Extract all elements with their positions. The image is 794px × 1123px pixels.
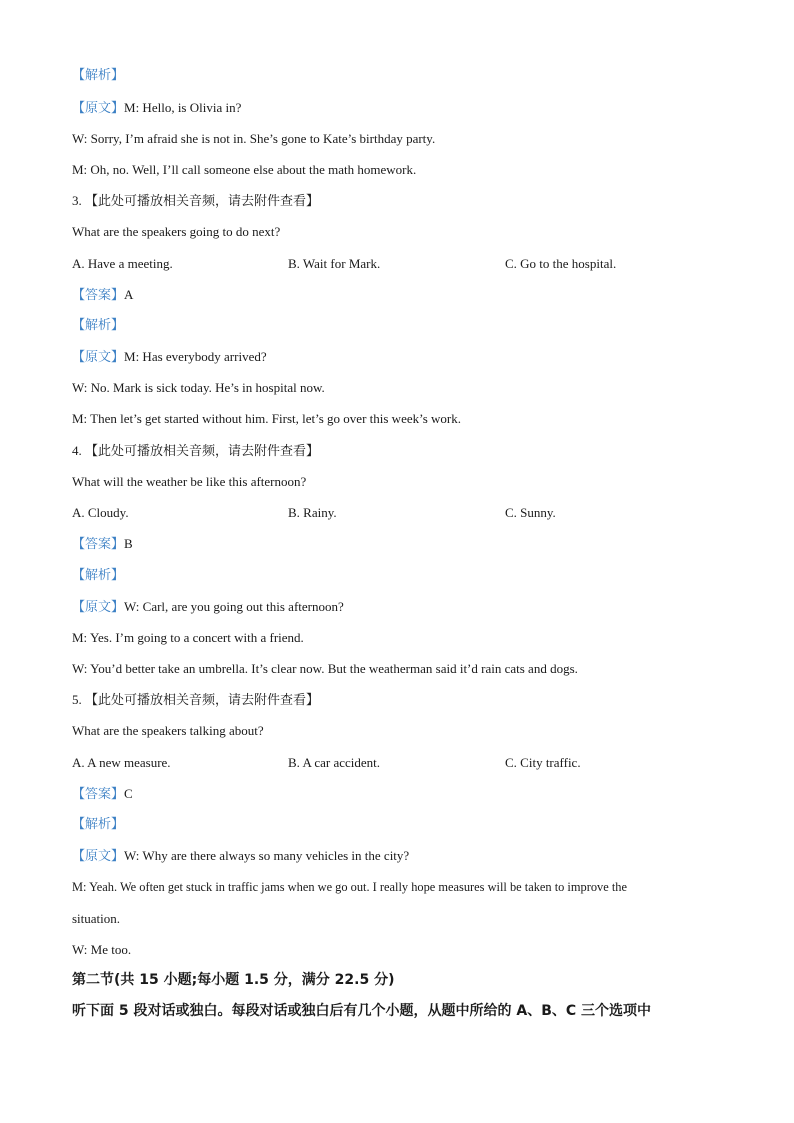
option-a: A. Cloudy.: [72, 505, 129, 520]
question-text: What will the weather be like this afternoon?: [72, 474, 307, 489]
question-header-4: 4. 【此处可播放相关音频，请去附件查看】: [72, 443, 320, 459]
transcript-line: M: Yeah. We often get stuck in traffic jams when we go out. I really hope measures will be taken to improve the: [72, 880, 627, 894]
transcript-line: W: You’d better take an umbrella. It’s clear now. But the weatherman said it’d rain cats and dogs.: [72, 661, 578, 676]
transcript-line: 【原文】M: Has everybody arrived?: [72, 349, 267, 365]
option-b: B. Rainy.: [288, 505, 337, 520]
question-text: What are the speakers going to do next?: [72, 224, 281, 239]
question-header-5: 5. 【此处可播放相关音频，请去附件查看】: [72, 692, 320, 708]
transcript-line: situation.: [72, 911, 121, 926]
transcript-line: M: Oh, no. Well, I’ll call someone else about the math homework.: [72, 162, 417, 177]
analysis-tag: 【解析】: [72, 568, 125, 583]
transcript-line: 【原文】W: Why are there always so many vehicles in the city?: [72, 848, 410, 864]
transcript-tag: 【原文】: [72, 350, 125, 365]
transcript-line: 【原文】W: Carl, are you going out this afternoon?: [72, 599, 344, 615]
audio-note: 【此处可播放相关音频，请去附件查看】: [85, 444, 320, 459]
transcript-line: M: Then let’s get started without him. First, let’s go over this week’s work.: [72, 411, 461, 426]
transcript-tag: 【原文】: [72, 849, 125, 864]
option-c: C. City traffic.: [505, 755, 581, 770]
transcript-line: W: No. Mark is sick today. He’s in hospital now.: [72, 380, 325, 395]
section-instruction: 听下面 5 段对话或独白。每段对话或独白后有几个小题，从题中所给的 A、B、C 三个选项中: [72, 1003, 652, 1019]
question-text: What are the speakers talking about?: [72, 723, 264, 738]
option-c: C. Go to the hospital.: [505, 256, 617, 271]
option-c: C. Sunny.: [505, 505, 556, 520]
answer-tag: 【答案】: [72, 537, 125, 552]
answer-line: [72, 287, 133, 304]
option-a: A. Have a meeting.: [72, 256, 173, 271]
transcript-line: W: Sorry, I’m afraid she is not in. She’s gone to Kate’s birthday party.: [72, 131, 436, 146]
question-header-3: 3. 【此处可播放相关音频，请去附件查看】: [72, 193, 320, 209]
section-heading: 第二节(共 15 小题;每小题 1.5 分，满分 22.5 分): [72, 972, 395, 988]
answer-value: B: [124, 536, 133, 551]
answer-tag: 【答案】: [72, 787, 125, 802]
answer-value: A: [124, 287, 134, 302]
answer-value: C: [124, 786, 133, 801]
option-a: A. A new measure.: [72, 755, 171, 770]
option-b: B. A car accident.: [288, 755, 381, 770]
audio-note: 【此处可播放相关音频，请去附件查看】: [85, 194, 320, 209]
transcript-line: W: Me too.: [72, 942, 132, 957]
analysis-tag: 【解析】: [72, 68, 125, 83]
answer-tag: 【答案】: [72, 288, 125, 303]
answer-line: [72, 536, 133, 553]
transcript-line: 【原文】M: Hello, is Olivia in?: [72, 100, 242, 116]
answer-line: [72, 786, 133, 803]
transcript-tag: 【原文】: [72, 600, 125, 615]
audio-note: 【此处可播放相关音频，请去附件查看】: [85, 693, 320, 708]
analysis-tag: 【解析】: [72, 318, 125, 333]
analysis-tag: 【解析】: [72, 817, 125, 832]
option-b: B. Wait for Mark.: [288, 256, 381, 271]
transcript-tag: 【原文】: [72, 101, 125, 116]
transcript-line: M: Yes. I’m going to a concert with a friend.: [72, 630, 304, 645]
